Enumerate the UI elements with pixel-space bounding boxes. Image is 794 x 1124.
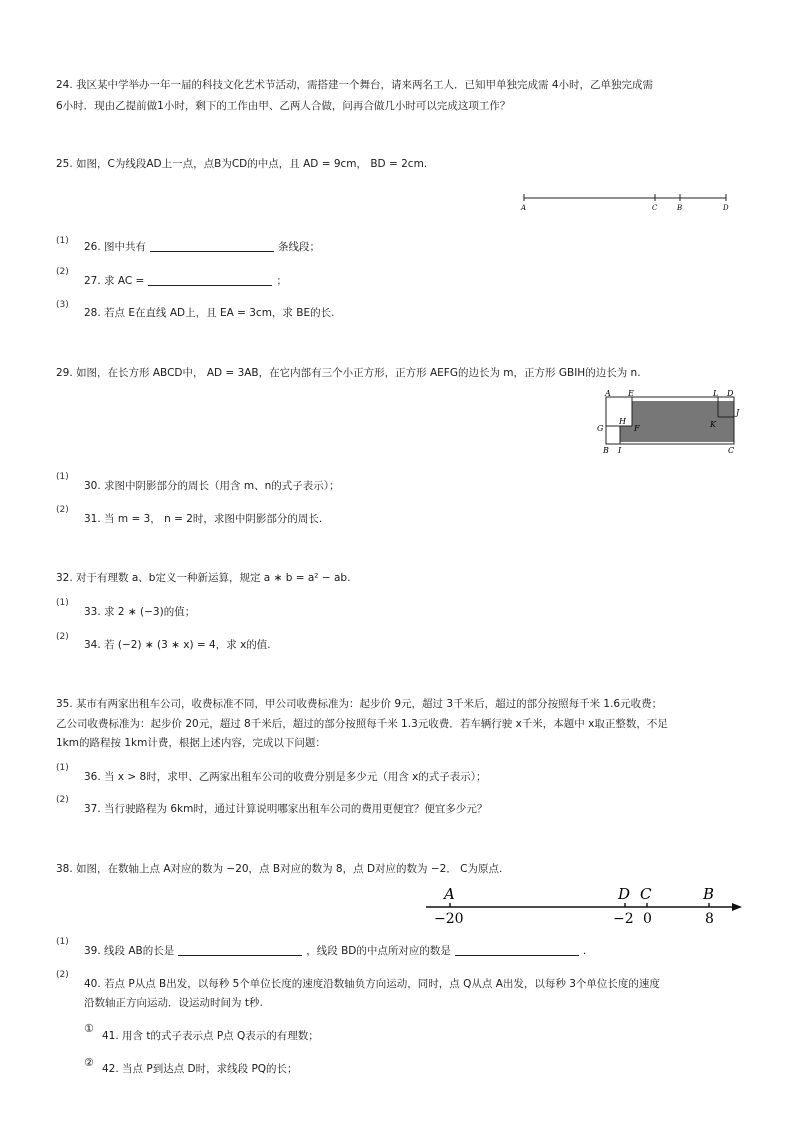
part-num: (2)	[56, 267, 69, 277]
q40-line1: 40. 若点 P从点 B出发，以每秒 5个单位长度的速度沿数轴负方向运动，同时，点 Q从点 A出发，以每秒 3个单位长度的速度	[84, 978, 660, 990]
number-line	[420, 883, 750, 927]
point-D: D	[618, 885, 631, 903]
q35-line3: 1km的路程按 1km计费，根据上述内容，完成以下问题：	[56, 737, 326, 749]
part-num: (3)	[56, 300, 69, 310]
q26	[84, 239, 320, 254]
svg-text:D: D	[727, 389, 734, 398]
part-num: (1)	[56, 236, 69, 246]
part-num: (1)	[56, 472, 69, 482]
part-num: (1)	[56, 763, 69, 773]
q42: 42. 当点 P到达点 D时，求线段 PQ的长；	[102, 1063, 298, 1075]
svg-text:C: C	[728, 446, 735, 455]
q27-tail: ；	[276, 275, 287, 287]
q39-text: 39. 线段 AB的长是	[84, 945, 175, 957]
part-num: (1)	[56, 937, 69, 947]
q35-line2: 乙公司收费标准为：起步价 20元，超过 8千米后，超过的部分按照每千米 1.3元收费．若车辆行驶 x千米，本题中 x取正整数，不足	[56, 718, 668, 730]
q41: 41. 用含 t的式子表示点 P点 Q表示的有理数；	[102, 1030, 319, 1042]
point-C: C	[640, 885, 652, 903]
answer-blank[interactable]	[178, 944, 302, 956]
part-num: (1)	[56, 598, 69, 608]
circled-two: ②	[84, 1056, 94, 1069]
q39	[84, 943, 586, 958]
q33: 33. 求 2 ∗ (−3)的值；	[84, 606, 196, 618]
segment-figure	[518, 192, 738, 214]
circled-one: ①	[84, 1022, 94, 1035]
point-A: A	[444, 885, 455, 903]
q39-tail: .	[582, 945, 587, 957]
label-B: B	[677, 204, 683, 212]
svg-text:I: I	[618, 446, 622, 455]
q27-text: 27. 求 AC =	[84, 275, 145, 287]
q34: 34. 若 (−2) ∗ (3 ∗ x) = 4，求 x的值.	[84, 639, 271, 651]
q31: 31. 当 m = 3， n = 2时，求图中阴影部分的周长.	[84, 513, 323, 525]
answer-blank[interactable]	[455, 944, 579, 956]
q39-mid: ，线段 BD的中点所对应的数是	[306, 945, 451, 957]
svg-text:L: L	[713, 389, 719, 398]
rectangle-figure	[594, 389, 746, 457]
q29-stem: 29. 如图，在长方形 ABCD中， AD = 3AB，在它内部有三个小正方形，正方形 AEFG的边长为 m，正方形 GBIH的边长为 n.	[56, 367, 641, 379]
part-num: (2)	[56, 970, 69, 980]
svg-text:J: J	[736, 408, 740, 417]
q38-stem: 38. 如图，在数轴上点 A对应的数为 −20，点 B对应的数为 8，点 D对应的数为 −2． C为原点.	[56, 863, 503, 875]
q30: 30. 求图中阴影部分的周长（用含 m、n的式子表示）；	[84, 480, 340, 492]
q24-line2: 6小时．现由乙提前做1小时，剩下的工作由甲、乙两人合做，问再合做几小时可以完成这项工作？	[56, 100, 511, 112]
svg-text:A: A	[605, 389, 611, 398]
svg-text:K: K	[710, 420, 716, 429]
q27	[84, 273, 287, 288]
label-D: D	[723, 204, 729, 212]
q36: 36. 当 x > 8时，求甲、乙两家出租车公司的收费分别是多少元（用含 x的式子表示）；	[84, 771, 487, 783]
value-D: −2	[613, 911, 634, 927]
svg-text:E: E	[628, 389, 634, 398]
svg-text:B: B	[603, 446, 609, 455]
label-A: A	[521, 204, 527, 212]
q24-line1: 24. 我区某中学举办一年一届的科技文化艺术节活动，需搭建一个舞台，请来两名工人．已知甲单独完成需 4小时，乙单独完成需	[56, 79, 654, 91]
q28: 28. 若点 E在直线 AD上，且 EA = 3cm，求 BE的长.	[84, 307, 335, 319]
answer-blank[interactable]	[150, 240, 274, 252]
part-num: (2)	[56, 505, 69, 515]
q26-tail: 条线段；	[278, 241, 321, 253]
part-num: (2)	[56, 795, 69, 805]
svg-text:G: G	[597, 424, 604, 433]
q40-line2: 沿数轴正方向运动．设运动时间为 t秒.	[84, 997, 263, 1009]
q37: 37. 当行驶路程为 6km时，通过计算说明哪家出租车公司的费用更便宜？便宜多少元？	[84, 803, 488, 815]
q25-stem: 25. 如图，C为线段AD上一点，点B为CD的中点，且 AD = 9cm， BD = 2cm.	[56, 158, 428, 170]
point-B: B	[703, 885, 715, 903]
part-num: (2)	[56, 632, 69, 642]
svg-text:H: H	[619, 417, 626, 426]
value-B: 8	[705, 911, 714, 927]
value-A: −20	[434, 911, 464, 927]
q35-line1: 35. 某市有两家出租车公司，收费标准不同，甲公司收费标准为：起步价 9元，超过 3千米后，超过的部分按照每千米 1.6元收费；	[56, 698, 663, 710]
label-C: C	[652, 204, 658, 212]
q26-text: 26. 图中共有	[84, 241, 147, 253]
svg-text:F: F	[634, 424, 640, 433]
answer-blank[interactable]	[148, 274, 272, 286]
q32-stem: 32. 对于有理数 a、b定义一种新运算，规定 a ∗ b = a² − ab.	[56, 572, 351, 584]
value-C: 0	[643, 911, 652, 927]
